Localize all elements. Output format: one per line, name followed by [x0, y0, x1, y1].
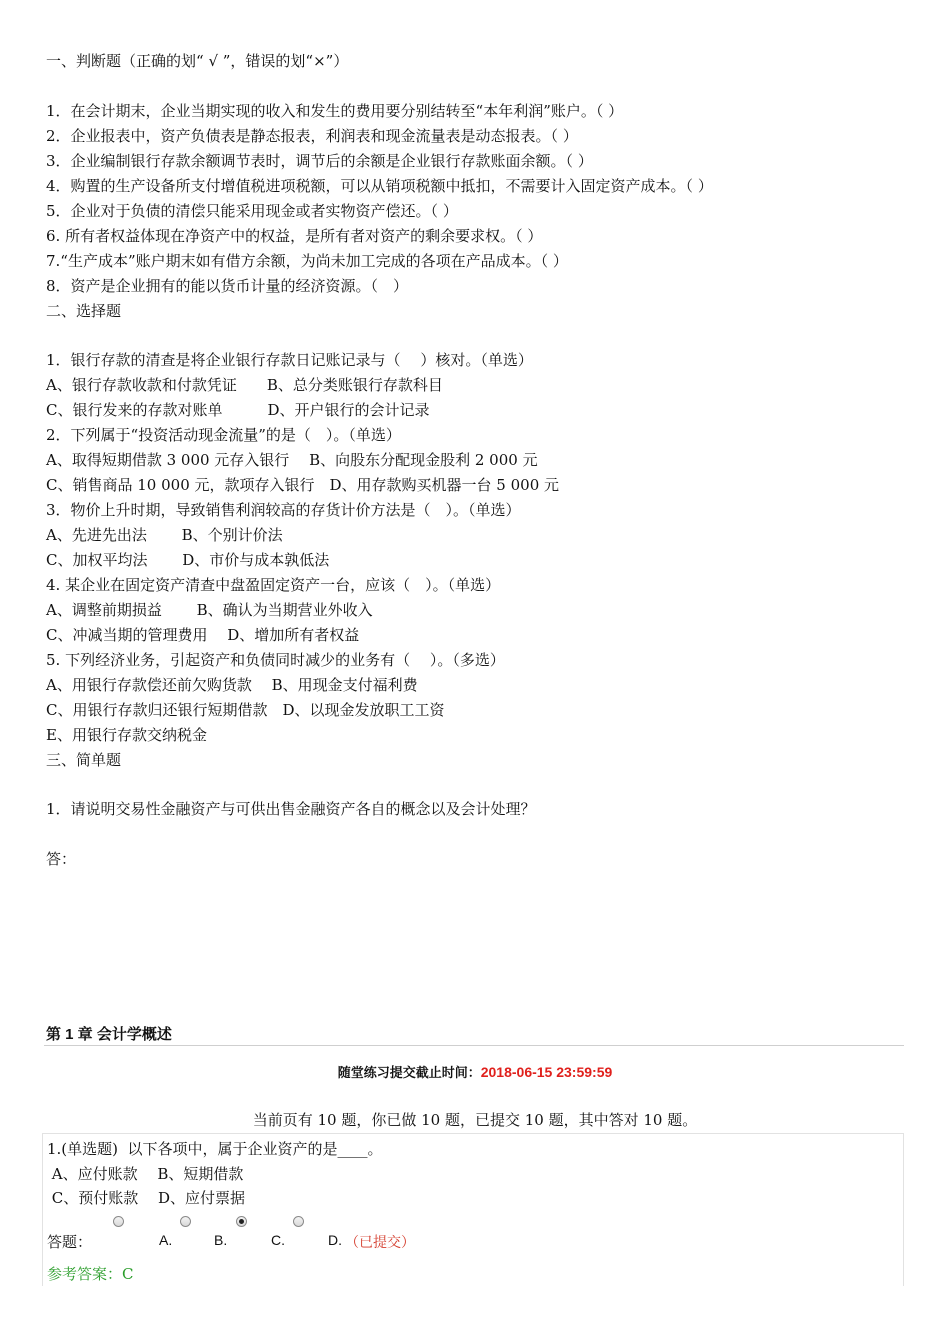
radio-option-a[interactable] — [113, 1216, 124, 1227]
section-2-title: 二、选择题 — [46, 302, 122, 320]
judge-item-8: 8．资产是企业拥有的能以货币计量的经济资源。（ ） — [46, 277, 409, 295]
question-stem: 1.(单选题) 以下各项中，属于企业资产的是____。 — [47, 1140, 383, 1158]
chapter-title: 第 1 章 会计学概述 — [46, 1026, 172, 1043]
option-letter-c: C. — [271, 1232, 285, 1248]
deadline-banner — [0, 1062, 950, 1081]
deadline-label: 随堂练习提交截止时间： — [337, 1065, 481, 1080]
question-card — [42, 1133, 904, 1286]
question-options-row-1: A、应付账款 B、短期借款 — [47, 1165, 244, 1183]
radio-option-c[interactable] — [236, 1216, 247, 1227]
choice-line-3: C、银行发来的存款对账单 D、开户银行的会计记录 — [46, 401, 430, 419]
option-letter-b: B. — [214, 1232, 228, 1248]
judge-item-7: 7.“生产成本”账户期末如有借方余额，为尚未加工完成的各项在产品成本。（ ） — [46, 252, 568, 270]
choice-line-8: A、先进先出法 B、个别计价法 — [46, 526, 283, 544]
choice-line-11: A、调整前期损益 B、确认为当期营业外收入 — [46, 601, 373, 619]
choice-line-9: C、加权平均法 D、市价与成本孰低法 — [46, 551, 330, 569]
section-3-title: 三、简单题 — [46, 751, 122, 769]
judge-item-4: 4．购置的生产设备所支付增值税进项税额，可以从销项税额中抵扣，不需要计入固定资产成本。（ ） — [46, 177, 713, 195]
question-options-row-2: C、预付账款 D、应付票据 — [47, 1189, 246, 1207]
section-1-title: 一、判断题（正确的划“ √ ”，错误的划“×”） — [46, 52, 349, 70]
choice-line-4: 2．下列属于“投资活动现金流量”的是（ ）。（单选） — [46, 426, 401, 444]
choice-line-2: A、银行存款收款和付款凭证 B、总分类账银行存款科目 — [46, 376, 443, 394]
option-letter-a: A. — [159, 1232, 173, 1248]
reference-answer: 参考答案：C — [47, 1265, 134, 1283]
choice-line-12: C、冲减当期的管理费用 D、增加所有者权益 — [46, 626, 360, 644]
radio-option-b[interactable] — [180, 1216, 191, 1227]
choice-line-5: A、取得短期借款 3 000 元存入银行 B、向股东分配现金股利 2 000 元 — [46, 451, 538, 469]
radio-option-d[interactable] — [293, 1216, 304, 1227]
choice-line-16: E、用银行存款交纳税金 — [46, 726, 207, 744]
chapter-divider — [44, 1045, 904, 1046]
choice-line-13: 5. 下列经济业务，引起资产和负债同时减少的业务有（ ）。（多选） — [46, 651, 505, 669]
judge-item-1: 1．在会计期末，企业当期实现的收入和发生的费用要分别结转至“本年利润”账户。（ ） — [46, 102, 624, 120]
judge-item-6: 6. 所有者权益体现在净资产中的权益，是所有者对资产的剩余要求权。（ ） — [46, 227, 543, 245]
judge-item-2: 2．企业报表中，资产负债表是静态报表，利润表和现金流量表是动态报表。（ ） — [46, 127, 578, 145]
judge-item-5: 5．企业对于负债的清偿只能采用现金或者实物资产偿还。（ ） — [46, 202, 458, 220]
choice-line-14: A、用银行存款偿还前欠购货款 B、用现金支付福利费 — [46, 676, 418, 694]
choice-line-15: C、用银行存款归还银行短期借款 D、以现金发放职工工资 — [46, 701, 445, 719]
submitted-status: （已提交） — [345, 1235, 415, 1251]
choice-line-10: 4. 某企业在固定资产清查中盘盈固定资产一台，应该（ ）。（单选） — [46, 576, 501, 594]
choice-line-6: C、销售商品 10 000 元，款项存入银行 D、用存款购买机器一台 5 000 元 — [46, 476, 560, 494]
progress-summary: 当前页有 10 题，你已做 10 题，已提交 10 题，其中答对 10 题。 — [252, 1111, 698, 1129]
short-answer-question: 1．请说明交易性金融资产与可供出售金融资产各自的概念以及会计处理？ — [46, 800, 536, 818]
choice-line-1: 1．银行存款的清查是将企业银行存款日记账记录与（ ）核对。（单选） — [46, 351, 533, 369]
answer-label: 答题： — [47, 1233, 93, 1251]
option-letter-d: D. — [328, 1232, 342, 1248]
deadline-value: 2018-06-15 23:59:59 — [480, 1064, 613, 1080]
choice-line-7: 3．物价上升时期，导致销售利润较高的存货计价方法是（ ）。（单选） — [46, 501, 521, 519]
judge-item-3: 3．企业编制银行存款余额调节表时，调节后的余额是企业银行存款账面余额。（ ） — [46, 152, 593, 170]
short-answer-label: 答： — [46, 850, 77, 868]
